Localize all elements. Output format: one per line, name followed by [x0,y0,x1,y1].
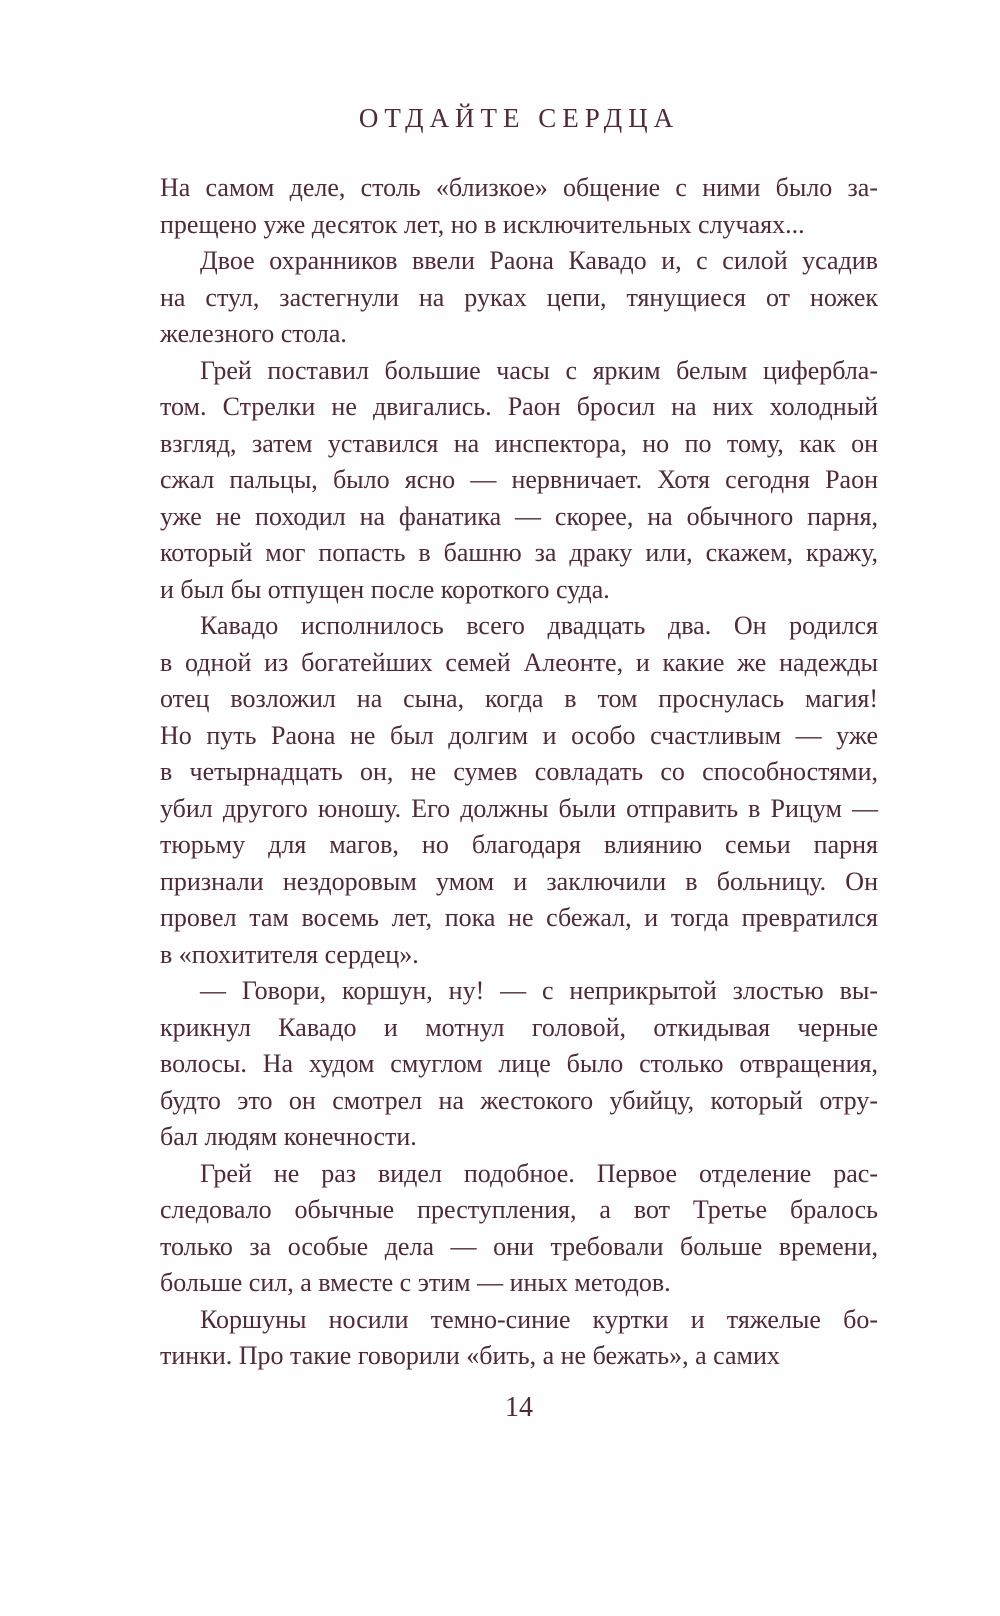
text-line: волосы. На худом смуглом лице было столько отвращения, [160,1049,878,1078]
text-line: будто это он смотрел на жестокого убийцу, который отру- [160,1085,878,1115]
text-line: следовало обычные преступления, а вот Третье бралось [160,1195,878,1224]
text-line: тинки. Про такие говорили «бить, а не бежать», а самих [160,1341,780,1370]
text-line: том. Стрелки не двигались. Раон бросил на них холодный [160,392,878,421]
text-body [160,170,878,1375]
text-line: бал людям конечности. [160,1122,417,1151]
text-line: Грей поставил большие часы с ярким белым цифербла- [200,355,878,385]
text-line: и был бы отпущен после короткого суда. [160,574,610,604]
text-line: прещено уже десяток лет, но в исключительных случаях... [160,209,805,239]
text-line: железного стола. [160,319,347,348]
running-header: ОТДАЙТЕ СЕРДЦА [358,103,680,133]
text-line: признали нездоровым умом и заключили в больницу. Он [160,866,878,896]
text-line: уже не походил на фанатика — скорее, на обычного парня, [160,501,878,531]
text-line: Но путь Раона не был долгим и особо счастливым — уже [160,720,878,750]
text-line: в «похитителя сердец». [160,939,419,969]
text-line: Грей не раз видел подобное. Первое отделение рас- [200,1158,878,1188]
text-line: в четырнадцать он, не сумев совладать со способностями, [160,757,878,786]
text-line: отец возложил на сына, когда в том проснулась магия! [160,684,878,713]
text-line: Коршуны носили темно-синие куртки и тяжелые бо- [200,1304,878,1334]
paragraph [160,353,878,609]
text-line: только за особые дела — они требовали больше времени, [160,1231,878,1261]
text-line: взгляд, затем уставился на инспектора, но по тому, как он [160,428,878,458]
text-line: провел там восемь лет, пока не сбежал, и тогда превратился [160,903,878,932]
text-line: больше сил, а вместе с этим — иных методов. [160,1268,671,1297]
text-line: сжал пальцы, было ясно — нервничает. Хотя сегодня Раон [160,465,878,494]
paragraph [160,1302,878,1375]
paragraph [160,608,878,973]
text-line: крикнул Кавадо и мотнул головой, откидывая черные [160,1012,878,1042]
text-line: — Говори, коршун, ну! — с неприкрытой злостью вы- [200,976,878,1005]
text-line: убил другого юношу. Его должны были отправить в Рицум — [160,793,878,823]
text-line: Двое охранников ввели Раона Кавадо и, с силой усадив [200,246,878,275]
text-line: на стул, застегнули на руках цепи, тянущиеся от ножек [160,282,878,312]
text-line: в одной из богатейших семей Алеонте, и какие же надежды [160,647,878,677]
text-line: На самом деле, столь «близкое» общение с ними было за- [160,173,878,202]
text-line: который мог попасть в башню за драку или, скажем, кражу, [160,538,878,567]
paragraph [160,973,878,1156]
text-line: Кавадо исполнилось всего двадцать два. Он родился [200,611,878,640]
paragraph [160,243,878,353]
paragraph [160,1156,878,1302]
paragraph [160,170,878,243]
text-line: тюрьму для магов, но благодаря влиянию семьи парня [160,830,878,859]
page-number: 14 [505,1392,533,1423]
